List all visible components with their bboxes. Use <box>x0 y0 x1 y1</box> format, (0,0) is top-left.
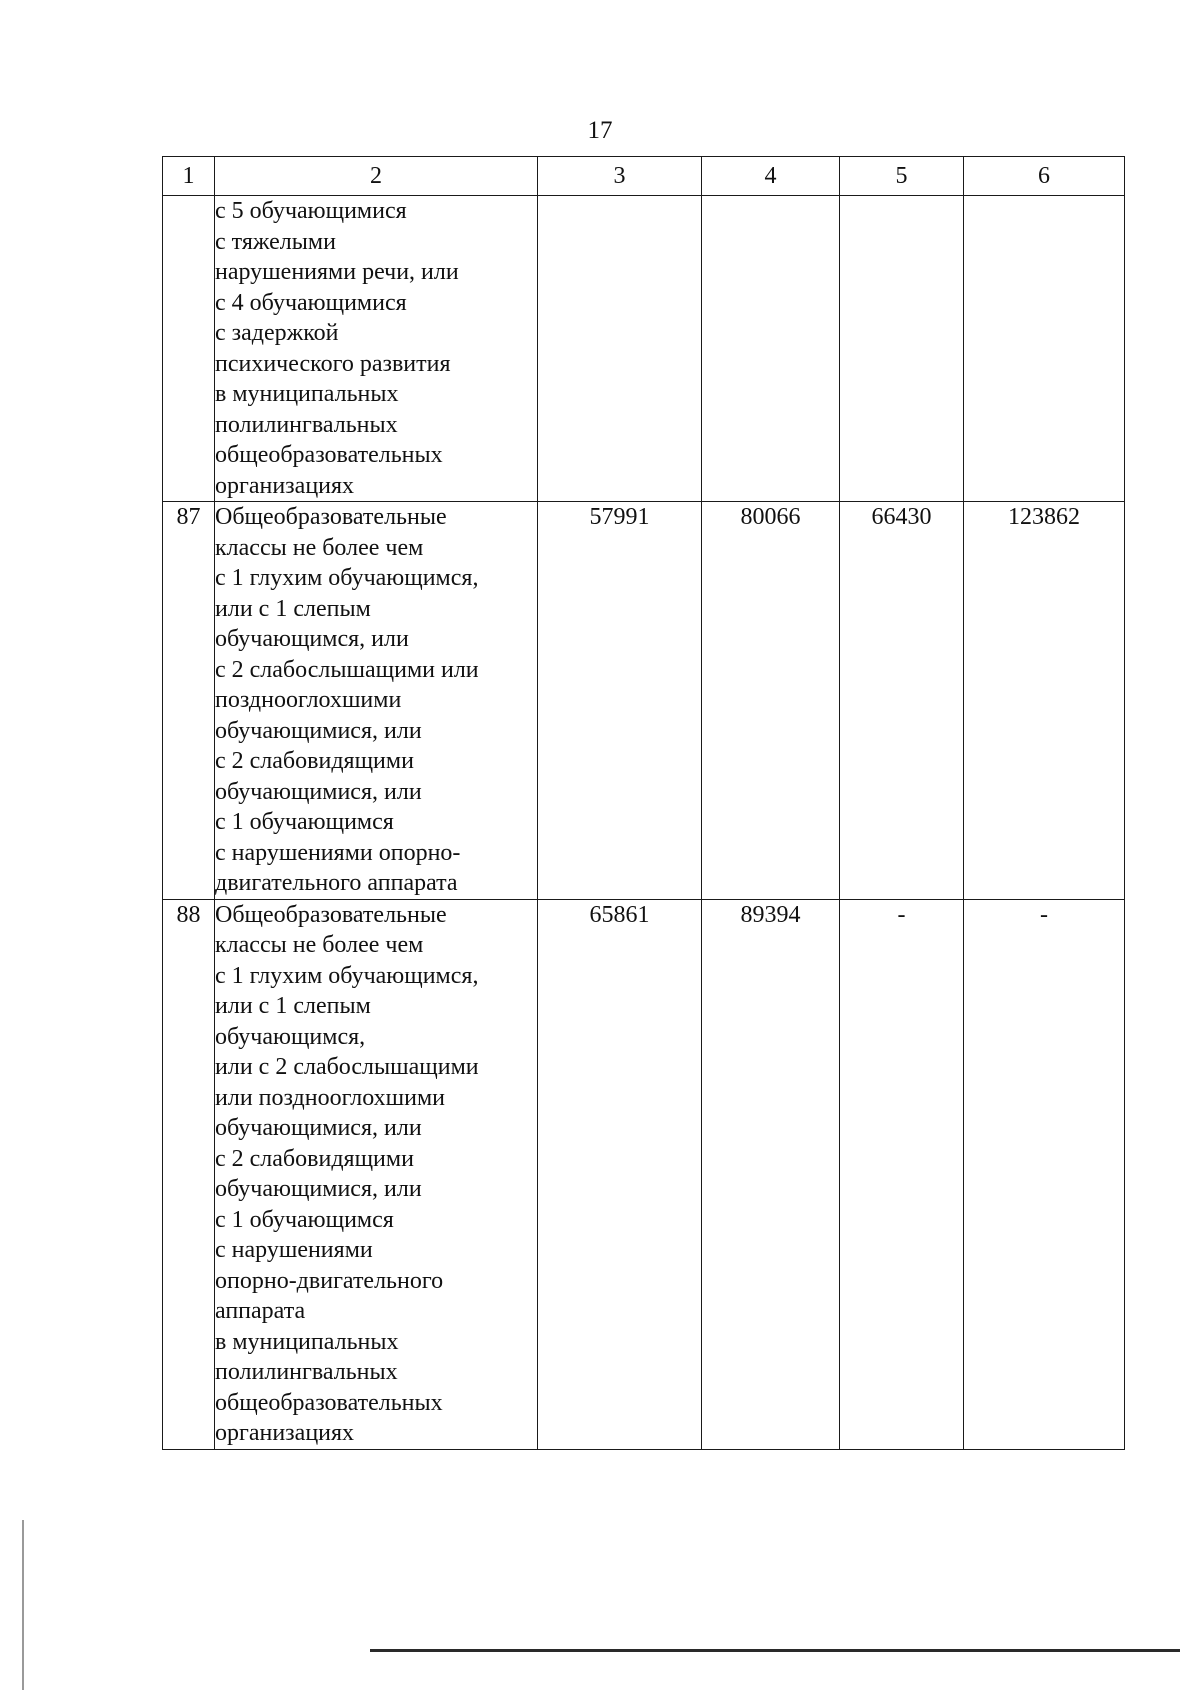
description-line: с 4 обучающимися <box>215 289 407 316</box>
value-col-3: 57991 <box>538 502 702 900</box>
description-line: или позднооглохшими <box>215 1084 445 1111</box>
row-number <box>163 196 215 502</box>
page-number: 17 <box>587 117 613 144</box>
description-line: обучающимися, или <box>215 717 422 744</box>
description-line: в муниципальных <box>215 1328 399 1355</box>
description-line: обучающимися, или <box>215 1115 422 1141</box>
description-line: Общеобразовательные <box>215 504 447 530</box>
description-line: с 1 глухим обучающимся, <box>215 962 479 989</box>
tariff-table <box>162 156 1125 1450</box>
value-col-4: 80066 <box>702 502 840 900</box>
description-line: нарушениями речи, или <box>215 259 459 285</box>
description-line: классы не более чем <box>215 932 424 958</box>
description-line: позднооглохшими <box>215 687 402 713</box>
header-cell-4: 4 <box>702 157 840 196</box>
description-line: с тяжелыми <box>215 228 336 255</box>
description-line: общеобразовательных <box>215 1389 443 1416</box>
value-col-6 <box>964 196 1125 502</box>
value-col-5: - <box>840 899 964 1449</box>
row-description <box>215 196 538 502</box>
header-cell-5: 5 <box>840 157 964 196</box>
description-line: с 1 глухим обучающимся, <box>215 565 479 591</box>
description-line: обучающимися, или <box>215 778 422 805</box>
description-line: полилингвальных <box>215 411 398 438</box>
header-cell-3: 3 <box>538 157 702 196</box>
description-line: классы не более чем <box>215 534 424 561</box>
header-cell-1: 1 <box>163 157 215 196</box>
description-line: с 2 слабовидящими <box>215 748 414 774</box>
value-col-6: - <box>964 899 1125 1449</box>
description-line: Общеобразовательные <box>215 901 447 928</box>
description-line: с нарушениями опорно- <box>215 839 461 866</box>
description-line: с нарушениями <box>215 1237 373 1263</box>
description-line: или с 2 слабослышащими <box>215 1054 479 1080</box>
value-col-4: 89394 <box>702 899 840 1449</box>
description-line: организациях <box>215 1420 355 1446</box>
description-line: обучающимся, или <box>215 626 409 652</box>
table-header-row <box>163 157 1125 196</box>
table-row <box>163 899 1125 1449</box>
value-col-5 <box>840 196 964 502</box>
description-line: с 5 обучающимися <box>215 198 407 224</box>
row-description <box>215 502 538 900</box>
table-row <box>163 502 1125 900</box>
value-col-6: 123862 <box>964 502 1125 900</box>
description-line: или с 1 слепым <box>215 993 371 1019</box>
description-line: опорно-двигательного <box>215 1267 444 1294</box>
description-line: психического развития <box>215 350 451 377</box>
row-description <box>215 899 538 1449</box>
description-line: обучающимися, или <box>215 1176 422 1202</box>
value-col-3 <box>538 196 702 502</box>
description-line: организациях <box>215 472 355 499</box>
table-row <box>163 196 1125 502</box>
description-line: с 2 слабослышащими или <box>215 656 479 683</box>
row-number: 88 <box>163 899 215 1449</box>
description-line: с 2 слабовидящими <box>215 1145 414 1172</box>
description-line: двигательного аппарата <box>215 870 458 896</box>
description-line: с 1 обучающимся <box>215 1206 394 1233</box>
description-line: полилингвальных <box>215 1359 398 1385</box>
description-line: с задержкой <box>215 320 339 346</box>
value-col-3: 65861 <box>538 899 702 1449</box>
description-line: общеобразовательных <box>215 442 443 468</box>
row-number: 87 <box>163 502 215 900</box>
value-col-5: 66430 <box>840 502 964 900</box>
description-line: аппарата <box>215 1298 306 1324</box>
value-col-4 <box>702 196 840 502</box>
header-cell-6: 6 <box>964 157 1125 196</box>
description-line: или с 1 слепым <box>215 595 371 622</box>
header-cell-2: 2 <box>215 157 538 196</box>
description-line: с 1 обучающимся <box>215 809 394 835</box>
description-line: обучающимся, <box>215 1023 366 1050</box>
bottom-rule <box>370 1649 1180 1652</box>
scan-margin-line <box>22 1520 24 1690</box>
description-line: в муниципальных <box>215 381 399 407</box>
